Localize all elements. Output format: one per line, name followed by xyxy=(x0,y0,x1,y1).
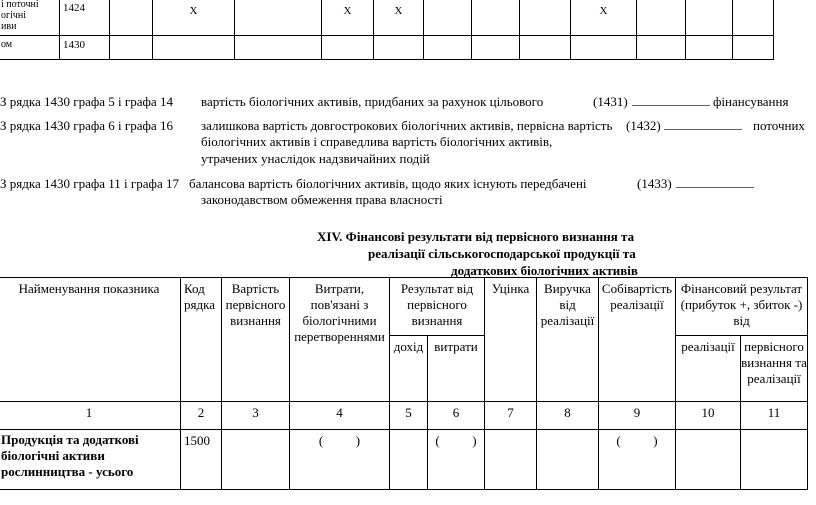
paren-value: ( ) xyxy=(428,430,485,490)
row-name-line: рослинництва - усього xyxy=(1,464,134,479)
table-cell xyxy=(374,36,424,60)
row-name-line: біологічні активи xyxy=(1,448,105,463)
table-cell xyxy=(537,430,599,490)
table-cell xyxy=(390,430,428,490)
note-text-line: законодавством обмеження права власності xyxy=(201,192,443,207)
table-cell xyxy=(235,36,322,60)
row-name xyxy=(0,430,181,490)
header-revenue: Виручка від реалізації xyxy=(537,278,599,402)
row-label xyxy=(0,0,60,36)
column-number: 6 xyxy=(428,402,485,430)
table-cell xyxy=(520,36,571,60)
table-cell xyxy=(222,430,290,490)
note-text-line: біологічних активів і справедлива вартість біологічних активів, xyxy=(201,134,553,149)
table-cell xyxy=(686,36,733,60)
column-number: 11 xyxy=(741,402,808,430)
table-cell xyxy=(733,0,774,36)
financial-results-table xyxy=(0,277,808,490)
row-label-line: огічні xyxy=(1,10,27,21)
note-source: З рядка 1430 графа 6 і графа 16 xyxy=(0,118,173,133)
row-label-line: иви xyxy=(1,21,17,32)
column-number: 1 xyxy=(0,402,181,430)
note-tail: фінансування xyxy=(713,94,789,109)
note-text: балансова вартість біологічних активів, щодо яких існують передбачені xyxy=(189,176,587,191)
note-tail: поточних xyxy=(753,118,805,133)
note-code: (1431) xyxy=(593,94,628,109)
table-cell xyxy=(472,0,520,36)
row-code: 1430 xyxy=(60,36,110,60)
note-blank: ____________ xyxy=(676,174,754,189)
row-name-line: Продукція та додаткові xyxy=(1,432,139,447)
section-title: реалізації сільськогосподарської продукції та xyxy=(368,246,636,261)
table-cell xyxy=(637,36,686,60)
table-cell xyxy=(520,0,571,36)
paren-value: ( ) xyxy=(599,430,676,490)
header-code: Код рядка xyxy=(181,278,222,402)
mark-cell: Х xyxy=(571,0,637,36)
header-row xyxy=(0,278,808,336)
table-cell xyxy=(485,430,537,490)
header-cost: Собівартість реалізації xyxy=(599,278,676,402)
row-code: 1500 xyxy=(181,430,222,490)
table-cell xyxy=(235,0,322,36)
note-source: З рядка 1430 графа 11 і графа 17 xyxy=(0,176,179,191)
table-cell xyxy=(676,430,741,490)
paren-value: ( ) xyxy=(290,430,390,490)
section-title: XIV. Фінансові результати від первісного визнання та xyxy=(317,229,635,244)
table-cell xyxy=(424,0,472,36)
column-number: 7 xyxy=(485,402,537,430)
mark-cell: Х xyxy=(374,0,424,36)
table-row xyxy=(0,0,774,36)
note-text: залишкова вартість довгострокових біологічних активів, первісна вартість xyxy=(201,118,613,133)
header-expenses: витрати xyxy=(428,336,485,402)
note-blank: ____________ xyxy=(664,116,742,131)
header-markdown: Уцінка xyxy=(485,278,537,402)
table-row xyxy=(0,430,808,490)
header-name: Найменування показника xyxy=(0,278,181,402)
column-number: 2 xyxy=(181,402,222,430)
header-result: Результат від первісного визнання xyxy=(390,278,485,336)
table-cell xyxy=(110,36,153,60)
table-cell xyxy=(741,430,808,490)
table-cell xyxy=(472,36,520,60)
table-cell xyxy=(424,36,472,60)
table-row xyxy=(0,36,774,60)
header-sales: реалізації xyxy=(676,336,741,402)
column-number: 9 xyxy=(599,402,676,430)
table-cell xyxy=(322,36,374,60)
note-text: вартість біологічних активів, придбаних за рахунок цільового xyxy=(201,94,544,109)
row-label-line: і поточні xyxy=(1,0,39,10)
column-number: 10 xyxy=(676,402,741,430)
row-code: 1424 xyxy=(60,0,110,36)
note-source: З рядка 1430 графа 5 і графа 14 xyxy=(0,94,173,109)
header-initial-and-sales: первісного визнання та реалізації xyxy=(741,336,808,402)
top-fragment-table xyxy=(0,0,774,60)
note-text-line: утрачених унаслідок надзвичайних подій xyxy=(201,151,430,166)
table-cell xyxy=(110,0,153,36)
header-fin-result: Фінансовий результат (прибуток +, збиток -) від xyxy=(676,278,808,336)
table-cell xyxy=(153,36,235,60)
column-numbers-row xyxy=(0,402,808,430)
header-income: дохід xyxy=(390,336,428,402)
table-cell xyxy=(686,0,733,36)
section-title: додаткових біологічних активів xyxy=(451,263,638,278)
note-blank: ____________ xyxy=(632,92,710,107)
column-number: 5 xyxy=(390,402,428,430)
table-cell xyxy=(571,36,637,60)
column-number: 4 xyxy=(290,402,390,430)
column-number: 3 xyxy=(222,402,290,430)
table-cell xyxy=(733,36,774,60)
note-code: (1433) xyxy=(637,176,672,191)
column-number: 8 xyxy=(537,402,599,430)
mark-cell: Х xyxy=(153,0,235,36)
header-costs: Витрати, пов'язані з біологічними перетвореннями xyxy=(290,278,390,402)
header-initial-value: Вартість первісного визнання xyxy=(222,278,290,402)
table-cell xyxy=(637,0,686,36)
note-code: (1432) xyxy=(626,118,661,133)
mark-cell: Х xyxy=(322,0,374,36)
row-label: ом xyxy=(0,36,60,60)
